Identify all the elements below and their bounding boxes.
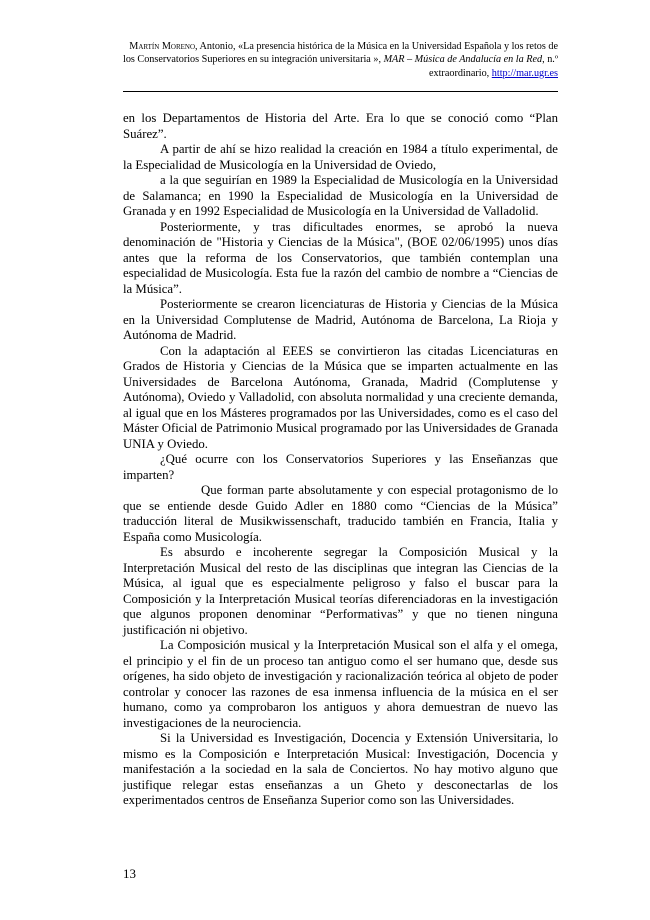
paragraph: Que forman parte absolutamente y con especial protagonismo de lo que se entiende desde Guido Adler en 1880 como “Ciencias de la Música” traducción literal de Musikwissenschaft, traducido también en Francia, Italia y España como Musicología. (123, 483, 558, 544)
paragraph: A partir de ahí se hizo realidad la creación en 1984 a título experimental, de la Especialidad de Musicología en la Universidad de Oviedo, (123, 142, 558, 172)
header-name-tail: , Antonio, « (195, 41, 244, 52)
body-text (123, 111, 558, 809)
header-journal-link[interactable]: http://mar.ugr.es (491, 67, 558, 79)
paragraph: Posteriormente, y tras dificultades enormes, se aprobó la nueva denominación de "Historia y Ciencias de la Música", (BOE 02/06/1995) unos días antes que la reforma de los Conservatorios, que también contemplan una especialidad de Musicología. Esta fue la razón del cambio de nombre a “Ciencias de la Música”. (123, 219, 558, 296)
header-separator: », (370, 54, 384, 66)
paragraph: La Composición musical y la Interpretación Musical son el alfa y el omega, el principio y el fin de un proceso tan antiguo como el ser humano que, desde sus orígenes, ha sido objeto de investigación y racionalización teórica al objeto de poder controlar y conocer las razones de esa inmensa influencia de la música en el ser humano, como ya comprobaron los antiguos y ahora demuestran de nuevo las investigaciones de la neurociencia. (123, 638, 558, 730)
page-number: 13 (123, 866, 136, 881)
paragraph: en los Departamentos de Historia del Arte. Era lo que se conoció como “Plan Suárez”. (123, 111, 558, 141)
paragraph: Es absurdo e incoherente segregar la Composición Musical y la Interpretación Musical del resto de las disciplinas que integran las Ciencias de la Música, al igual que es especialmente peligroso y falso el buscar para la Composición y la Interpretación Musical teorías diferenciadoras en la investigación que algunos proponen denominar “Performativas” y que no tienen ninguna justificación ni objetivo. (123, 545, 558, 637)
paragraph: Con la adaptación al EEES se convirtieron las citadas Licenciaturas en Grados de Historia y Ciencias de la Música que se imparten actualmente en las Universidades de Barcelona Autónoma, Granada, Madrid (Complutense y Autónoma), Oviedo y Valladolid, con absoluta normalidad y una creciente demanda, al igual que en los Másteres programados por las Universidades, como es el caso del Máster Oficial de Patrimonio Musical programado por las Universidades de Granada UNIA y Oviedo. (123, 343, 558, 451)
header-journal: MAR – Música de Andalucía en la Red (383, 54, 543, 66)
header-author: Martín Moreno (129, 41, 196, 52)
running-header (118, 40, 558, 80)
header-article-title: La presencia histórica de la Música en la Universidad Española y los retos de los Conservatorios Superiores en su integración universitaria (122, 41, 558, 66)
paragraph: Si la Universidad es Investigación, Docencia y Extensión Universitaria, lo mismo es la Composición e Interpretación Musical: Investigación, Docencia y manifestación a la sociedad en la sala de Conciertos. No hay motivo alguno que justifique relegar estas enseñanzas a un Gheto y desconectarlas de los experimentados centros de Enseñanza Superior como son las Universidades. (123, 731, 558, 807)
header-divider (123, 91, 558, 92)
header-issue: , n.º extraordinario, (428, 54, 558, 79)
paragraph: Posteriormente se crearon licenciaturas de Historia y Ciencias de la Música en la Universidad Complutense de Madrid, Autónoma de Barcelona, La Rioja y Autónoma de Madrid. (123, 297, 558, 342)
paragraph: a la que seguirían en 1989 la Especialidad de Musicología en la Universidad de Salamanca; en 1990 la Especialidad de Musicología en la Universidad de Granada y en 1992 Especialidad de Musicología en la Universidad de Valladolid. (123, 173, 558, 218)
paragraph: ¿Qué ocurre con los Conservatorios Superiores y las Enseñanzas que imparten? (123, 452, 558, 482)
